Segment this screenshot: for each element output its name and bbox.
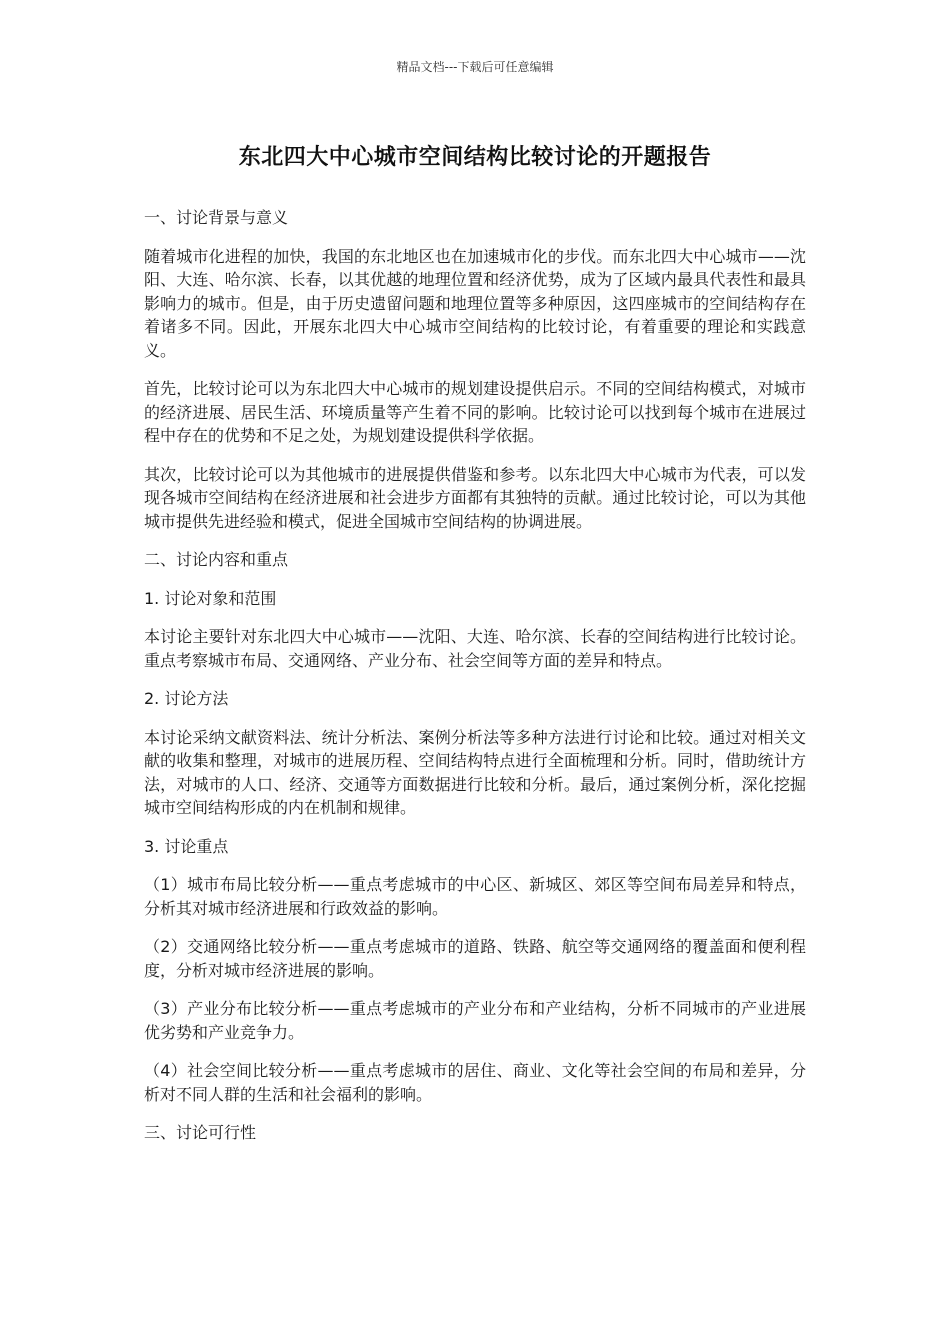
list-item: （2）交通网络比较分析——重点考虑城市的道路、铁路、航空等交通网络的覆盖面和便利程度，分析对城市经济进展的影响。	[144, 937, 806, 980]
document-body	[144, 206, 806, 1160]
subheading-2: 2. 讨论方法	[144, 689, 229, 708]
subheading-3: 3. 讨论重点	[144, 836, 229, 856]
list-item: （3）产业分布比较分析——重点考虑城市的产业分布和产业结构，分析不同城市的产业进展优劣势和产业竞争力。	[144, 999, 806, 1042]
paragraph: 首先，比较讨论可以为东北四大中心城市的规划建设提供启示。不同的空间结构模式，对城市的经济进展、居民生活、环境质量等产生着不同的影响。比较讨论可以找到每个城市在进展过程中存在的优势和不足之处，为规划建设提供科学依据。	[144, 379, 806, 445]
paragraph: 本讨论主要针对东北四大中心城市——沈阳、大连、哈尔滨、长春的空间结构进行比较讨论。重点考察城市布局、交通网络、产业分布、社会空间等方面的差异和特点。	[144, 627, 806, 670]
document-title: 东北四大中心城市空间结构比较讨论的开题报告	[238, 145, 712, 170]
paragraph: 随着城市化进程的加快，我国的东北地区也在加速城市化的步伐。而东北四大中心城市——沈阳、大连、哈尔滨、长春，以其优越的地理位置和经济优势，成为了区域内最具代表性和最具影响力的城市。但是，由于历史遗留问题和地理位置等多种原因，这四座城市的空间结构存在着诸多不同。因此，开展东北四大中心城市空间结构的比较讨论，有着重要的理论和实践意义。	[144, 246, 806, 360]
subheading-1: 1. 讨论对象和范围	[144, 588, 277, 608]
list-item: （4）社会空间比较分析——重点考虑城市的居住、商业、文化等社会空间的布局和差异，分析对不同人群的生活和社会福利的影响。	[144, 1061, 806, 1104]
list-item: （1）城市布局比较分析——重点考虑城市的中心区、新城区、郊区等空间布局差异和特点，分析其对城市经济进展和行政效益的影响。	[144, 875, 806, 918]
section-heading-3: 三、讨论可行性	[144, 1123, 257, 1142]
paragraph: 本讨论采纳文献资料法、统计分析法、案例分析法等多种方法进行讨论和比较。通过对相关文献的收集和整理，对城市的进展历程、空间结构特点进行全面梳理和分析。同时，借助统计方法，对城市的人口、经济、交通等方面数据进行比较和分析。最后，通过案例分析，深化挖掘城市空间结构形成的内在机制和规律。	[144, 727, 806, 817]
section-heading-1: 一、讨论背景与意义	[144, 208, 289, 227]
section-heading-2: 二、讨论内容和重点	[144, 550, 289, 569]
header-note: 精品文档---下载后可任意编辑	[396, 60, 554, 74]
paragraph: 其次，比较讨论可以为其他城市的进展提供借鉴和参考。以东北四大中心城市为代表，可以发现各城市空间结构在经济进展和社会进步方面都有其独特的贡献。通过比较讨论，可以为其他城市提供先进经验和模式，促进全国城市空间结构的协调进展。	[144, 464, 806, 531]
